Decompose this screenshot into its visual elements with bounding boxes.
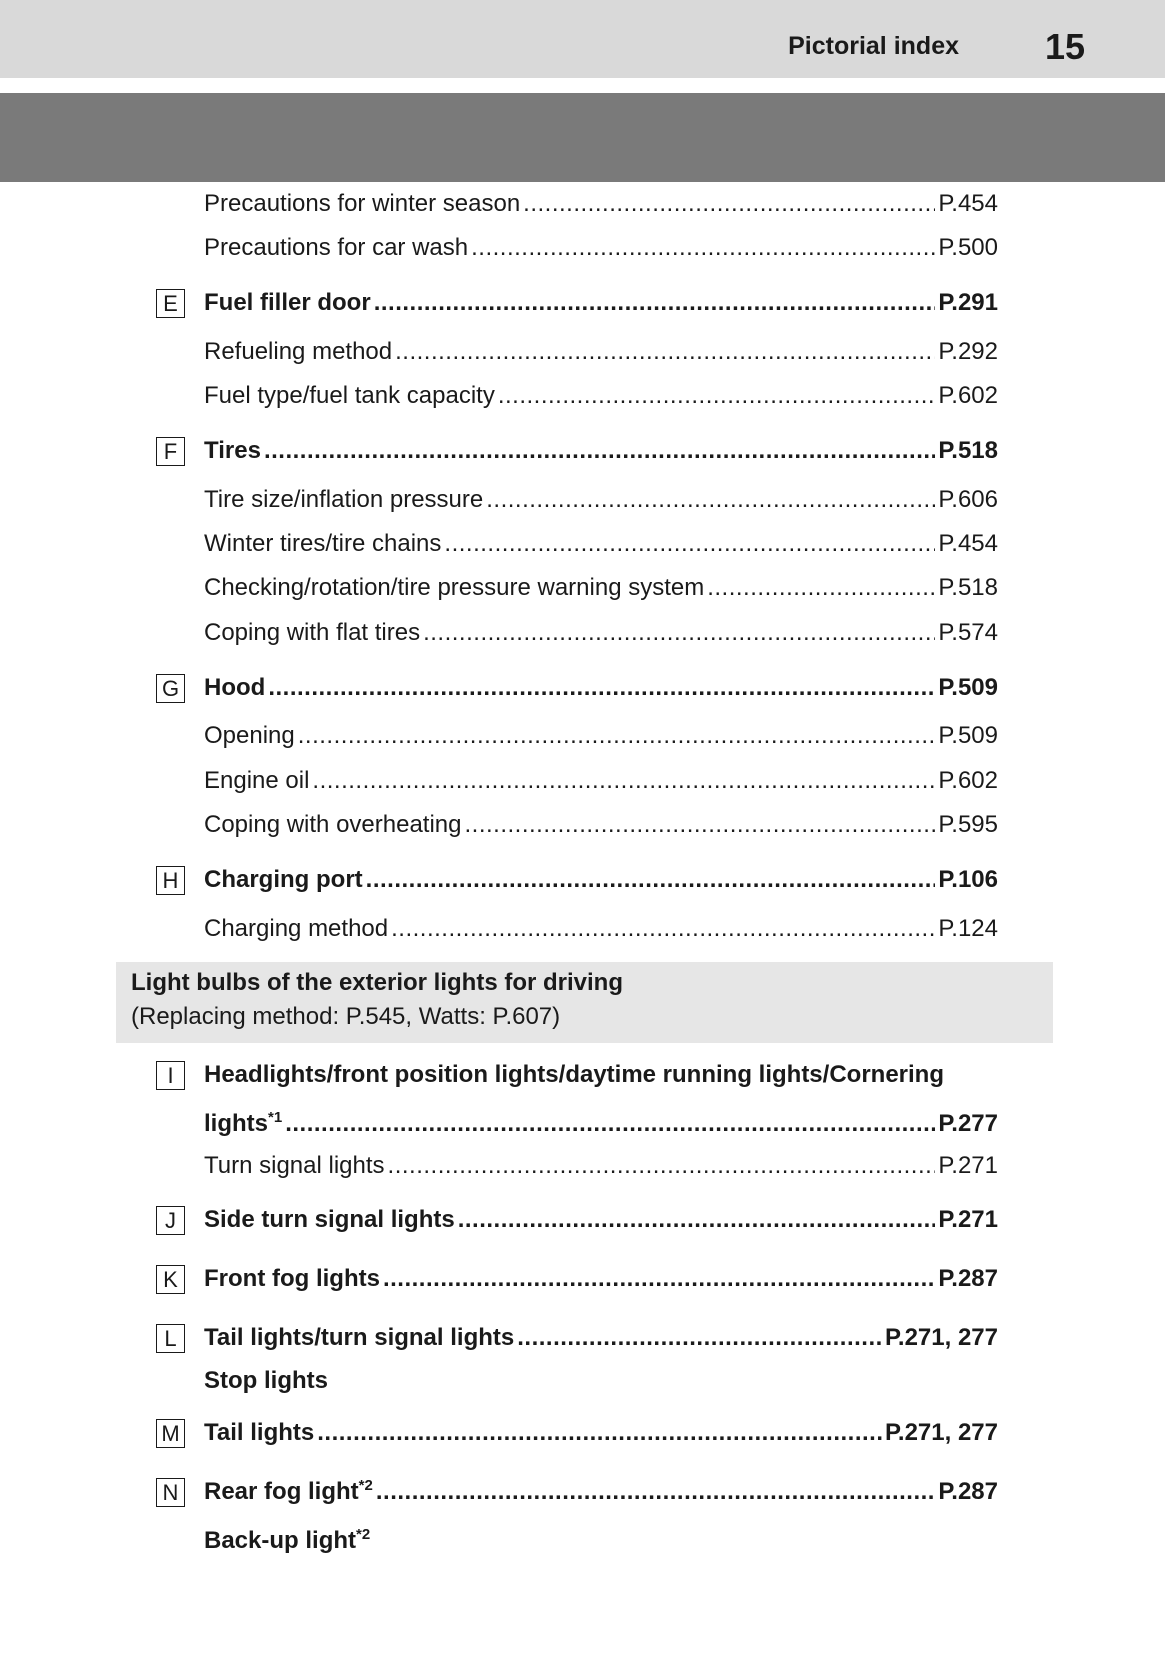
leader-dots [298, 719, 936, 753]
leader-dots [366, 863, 936, 897]
leader-dots [395, 335, 935, 369]
entry-label: Precautions for winter season [204, 190, 521, 217]
leader-dots [444, 527, 935, 561]
entry-page-ref: P.602 [938, 767, 998, 794]
entry-page-ref: P.454 [938, 190, 998, 217]
entry-page-ref: P.595 [938, 811, 998, 838]
index-entry [204, 231, 998, 265]
index-entry [204, 379, 998, 413]
entry-label: Charging port [204, 866, 363, 893]
section-header-light-bulbs [116, 962, 1053, 1043]
item-letter-f: F [156, 437, 185, 466]
entry-label: Fuel filler door [204, 289, 371, 316]
item-letter-l: L [156, 1324, 185, 1353]
index-entry-tires [204, 434, 998, 468]
entry-label: Tail lights/turn signal lights [204, 1324, 515, 1351]
page-number: 15 [1044, 26, 1085, 67]
leader-dots [383, 1262, 935, 1296]
item-letter-g: G [156, 674, 185, 703]
entry-page-ref: P.509 [938, 722, 998, 749]
entry-page-ref: P.287 [938, 1265, 998, 1292]
entry-label: Coping with flat tires [204, 619, 421, 646]
entry-label: Coping with overheating [204, 811, 462, 838]
entry-page-ref: P.602 [938, 382, 998, 409]
index-entry [204, 616, 998, 650]
entry-label-headlights-line1: Headlights/front position lights/daytime running lights/Cornering [204, 1061, 944, 1088]
entry-page-ref: P.271, 277 [884, 1419, 998, 1446]
entry-label: Hood [204, 674, 266, 701]
entry-page-ref: P.606 [938, 486, 998, 513]
entry-page-ref: P.518 [938, 574, 998, 601]
entry-label: Front fog lights [204, 1265, 380, 1292]
entry-label-text: lights [204, 1110, 268, 1137]
index-entry [204, 527, 998, 561]
entry-page-ref: P.271 [938, 1206, 998, 1233]
entry-page-ref: P.124 [938, 915, 998, 942]
index-entry-side-turn-signal-lights [204, 1203, 998, 1237]
entry-page-ref: P.500 [938, 234, 998, 261]
index-entry [204, 335, 998, 369]
entry-label-stop-lights: Stop lights [204, 1367, 328, 1394]
entry-label-back-up-light [204, 1524, 370, 1558]
entry-label [204, 1475, 373, 1509]
entry-label: Opening [204, 722, 295, 749]
entry-label: Tire size/inflation pressure [204, 486, 484, 513]
header-band [0, 93, 1165, 182]
entry-page-ref: P.509 [938, 674, 998, 701]
entry-page-ref: P.292 [938, 338, 998, 365]
index-entry [204, 764, 998, 798]
entry-page-ref: P.271 [938, 1152, 998, 1179]
footnote-marker: *2 [356, 1526, 371, 1543]
leader-dots [517, 1321, 882, 1355]
entry-label: Tires [204, 437, 261, 464]
entry-label: Engine oil [204, 767, 310, 794]
leader-dots [458, 1203, 936, 1237]
index-entry [204, 808, 998, 842]
item-letter-e: E [156, 289, 185, 318]
entry-label: Turn signal lights [204, 1152, 385, 1179]
entry-label: Tail lights [204, 1419, 315, 1446]
leader-dots [317, 1416, 882, 1450]
page-header [0, 0, 1165, 78]
entry-label [204, 1107, 282, 1141]
item-letter-h: H [156, 866, 185, 895]
leader-dots [486, 483, 935, 517]
leader-dots [423, 616, 935, 650]
index-entry-rear-fog-light [204, 1475, 998, 1509]
entry-label: Side turn signal lights [204, 1206, 455, 1233]
entry-label: Charging method [204, 915, 389, 942]
leader-dots [707, 571, 935, 605]
index-entry-headlights [204, 1107, 998, 1141]
index-entry [204, 912, 998, 946]
leader-dots [498, 379, 936, 413]
leader-dots [285, 1107, 935, 1141]
index-entry [204, 187, 998, 221]
leader-dots [312, 764, 935, 798]
index-entry [204, 1149, 998, 1183]
entry-page-ref: P.454 [938, 530, 998, 557]
index-entry [204, 483, 998, 517]
entry-page-ref: P.106 [938, 866, 998, 893]
section-title: Light bulbs of the exterior lights for driving [131, 969, 623, 996]
footnote-marker: *1 [268, 1109, 283, 1126]
item-letter-k: K [156, 1265, 185, 1294]
index-entry [204, 719, 998, 753]
index-entry [204, 571, 998, 605]
leader-dots [388, 1149, 936, 1183]
index-entry-charging-port [204, 863, 998, 897]
item-letter-j: J [156, 1206, 185, 1235]
leader-dots [376, 1475, 936, 1509]
entry-page-ref: P.277 [938, 1110, 998, 1137]
footnote-marker: *2 [358, 1477, 373, 1494]
leader-dots [268, 671, 935, 705]
leader-dots [391, 912, 935, 946]
entry-page-ref: P.518 [938, 437, 998, 464]
index-entry-tail-turn-signal-lights [204, 1321, 998, 1355]
header-title: Pictorial index [788, 32, 959, 60]
item-letter-n: N [156, 1478, 185, 1507]
entry-label: Refueling method [204, 338, 393, 365]
entry-label: Winter tires/tire chains [204, 530, 442, 557]
entry-page-ref: P.287 [938, 1478, 998, 1505]
entry-label: Fuel type/fuel tank capacity [204, 382, 495, 409]
index-entry-fuel-filler-door [204, 286, 998, 320]
leader-dots [523, 187, 935, 221]
index-entry-tail-lights [204, 1416, 998, 1450]
leader-dots [374, 286, 936, 320]
entry-page-ref: P.271, 277 [884, 1324, 998, 1351]
entry-page-ref: P.574 [938, 619, 998, 646]
item-letter-i: I [156, 1061, 185, 1090]
entry-label-text: Rear fog light [204, 1478, 359, 1505]
section-subtitle: (Replacing method: P.545, Watts: P.607) [131, 1003, 561, 1030]
entry-label: Precautions for car wash [204, 234, 469, 261]
leader-dots [465, 808, 936, 842]
entry-page-ref: P.291 [938, 289, 998, 316]
leader-dots [264, 434, 935, 468]
index-entry-hood [204, 671, 998, 705]
item-letter-m: M [156, 1419, 185, 1448]
leader-dots [471, 231, 935, 265]
entry-label: Checking/rotation/tire pressure warning system [204, 574, 705, 601]
entry-label-text: Back-up light [204, 1527, 357, 1554]
index-entry-front-fog-lights [204, 1262, 998, 1296]
